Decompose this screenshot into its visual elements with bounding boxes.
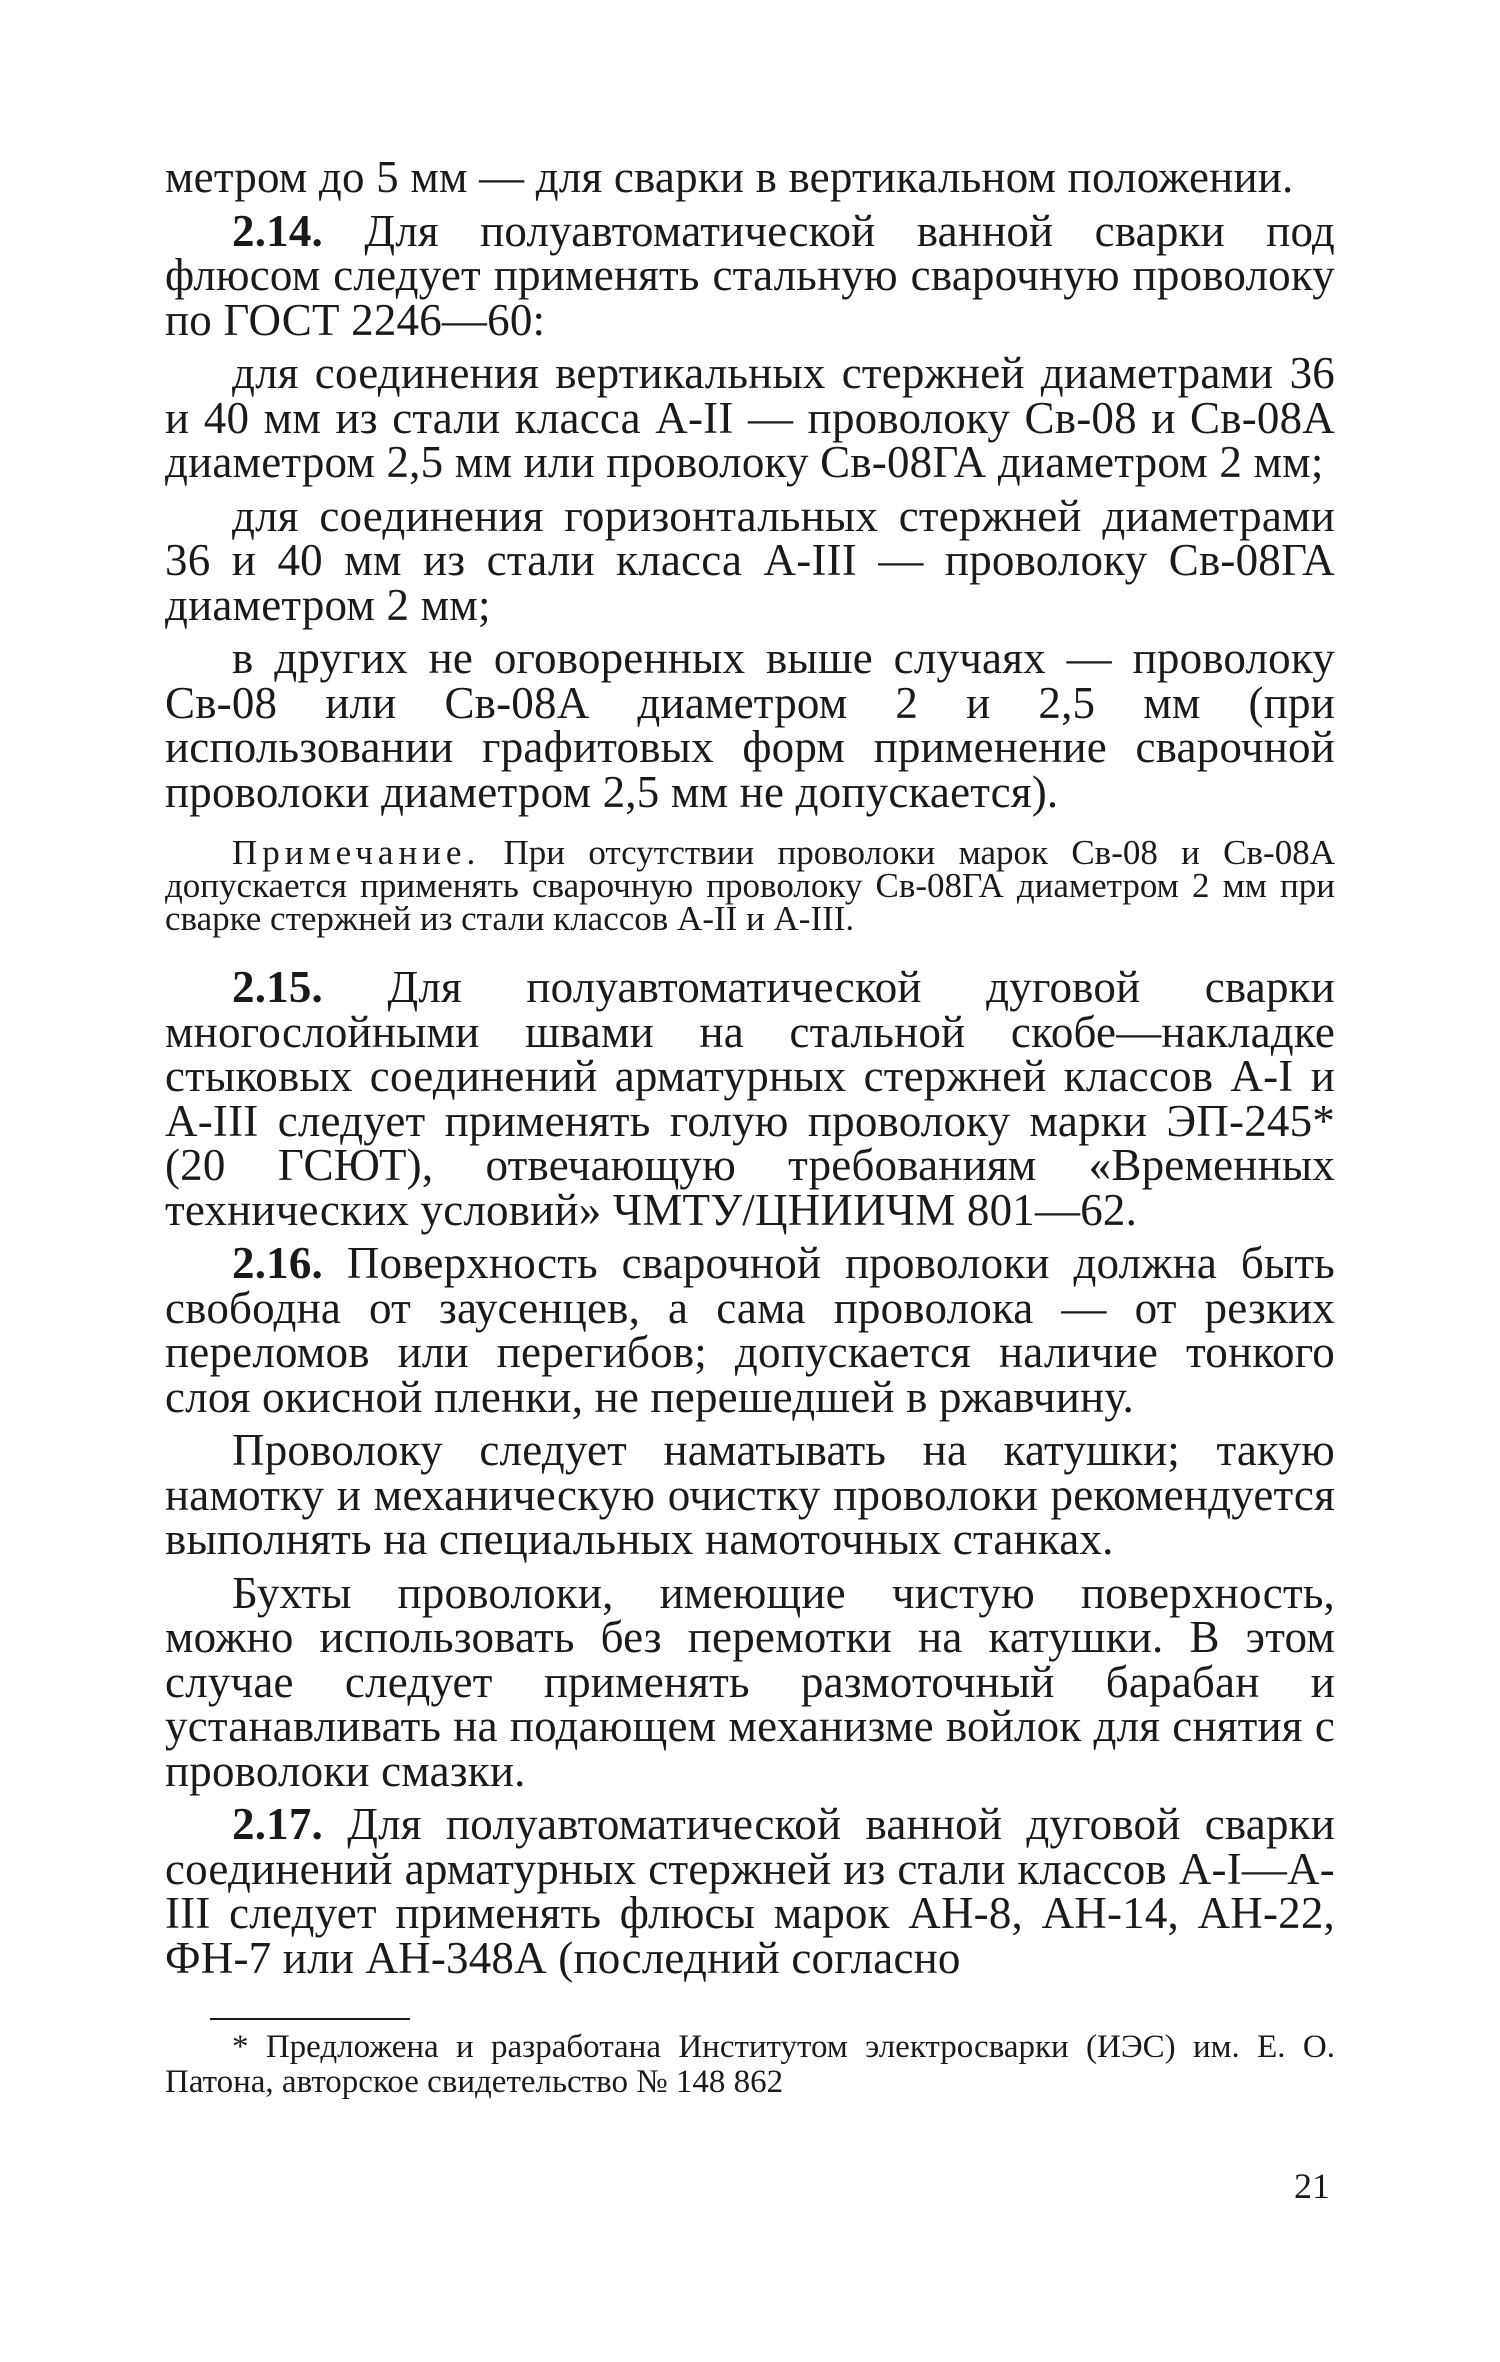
paragraph-winding [165, 1425, 1335, 1564]
footnote-divider [210, 2018, 410, 2020]
paragraph-vertical-bars [165, 348, 1335, 487]
section-number: 2.15. [232, 962, 323, 1012]
paragraph-text: для соединения вертикальных стержней диаметрами 36 и 40 мм из стали класса А-II — проволоку Св-08 и Св-08А диаметром 2,5 мм или проволоку Св-08ГА диаметром 2 мм; [165, 348, 1335, 487]
page-number: 21 [1294, 2166, 1330, 2206]
paragraph-2-16 [165, 1238, 1335, 1422]
main-text [165, 152, 1335, 817]
paragraph-2-15 [165, 962, 1335, 1235]
paragraph-2-17 [165, 1799, 1335, 1983]
paragraph-text: в других не оговоренных выше случаях — проволоку Св-08 или Св-08А диаметром 2 и 2,5 мм (при использовании графитовых форм применение сварочной проволоки диаметром 2,5 мм не допускается). [165, 633, 1335, 817]
paragraph-text: Проволоку следует наматывать на катушки; такую намотку и механическую очистку проволоки рекомендуется выполнять на специальных намоточных станках. [165, 1425, 1335, 1564]
paragraph-text: Поверхность сварочной проволоки должна быть свободна от заусенцев, а сама проволока — от резких переломов или перегибов; допускается наличие тонкого слоя окисной пленки, не перешедшей в ржавчину. [165, 1238, 1335, 1422]
paragraph-text: Бухты проволоки, имеющие чистую поверхность, можно использовать без перемотки на катушки. В этом случае следует применять размоточный барабан и устанавливать на подающем механизме войлок для снятия с проволоки смазки. [165, 1567, 1335, 1796]
paragraph-other-cases [165, 633, 1335, 817]
document-page [165, 152, 1335, 2100]
paragraph-text: Для полуавтоматической ванной дуговой сварки соединений арматурных стержней из стали классов А-I—А-III следует применять флюсы марок АН-8, АН-14, АН-22, ФН-7 или АН-348А (последний согласно [165, 1799, 1335, 1983]
section-number: 2.16. [232, 1238, 323, 1288]
paragraph-text: для соединения горизонтальных стержней диаметрами 36 и 40 мм из стали класса А-III — проволоку Св-08ГА диаметром 2 мм; [165, 490, 1335, 630]
paragraph-text: Для полуавтоматической ванной сварки под флюсом следует применять стальную сварочную проволоку по ГОСТ 2246—60: [165, 205, 1335, 345]
note-label: Примечание. [232, 833, 481, 872]
section-number: 2.17. [232, 1799, 323, 1849]
footnote: * Предложена и разработана Институтом электросварки (ИЭС) им. Е. О. Патона, авторское свидетельство № 148 862 [165, 2029, 1335, 2100]
paragraph-horizontal-bars [165, 490, 1335, 630]
paragraph-continuation [165, 152, 1335, 202]
paragraph-coils [165, 1567, 1335, 1796]
paragraph-text: Для полуавтоматической дуговой сварки многослойными швами на стальной скобе—накладке стыковых соединений арматурных стержней классов А-I и А-III следует применять голую проволоку марки ЭП-245* (20 ГСЮТ), отвечающую требованиям «Временных технических условий» ЧМТУ/ЦНИИЧМ 801—62. [165, 962, 1335, 1235]
paragraph-2-14 [165, 205, 1335, 345]
paragraph-text: метром до 5 мм — для сварки в вертикальном положении. [165, 152, 1294, 202]
note-text: При отсутствии проволоки марок Св-08 и Св-08А допускается применять сварочную проволоку Св-08ГА диаметром 2 мм при сварке стержней из стали классов А-II и А-III. [165, 833, 1335, 938]
main-text-continued [165, 962, 1335, 1983]
note [165, 833, 1335, 938]
section-number: 2.14. [232, 205, 323, 256]
